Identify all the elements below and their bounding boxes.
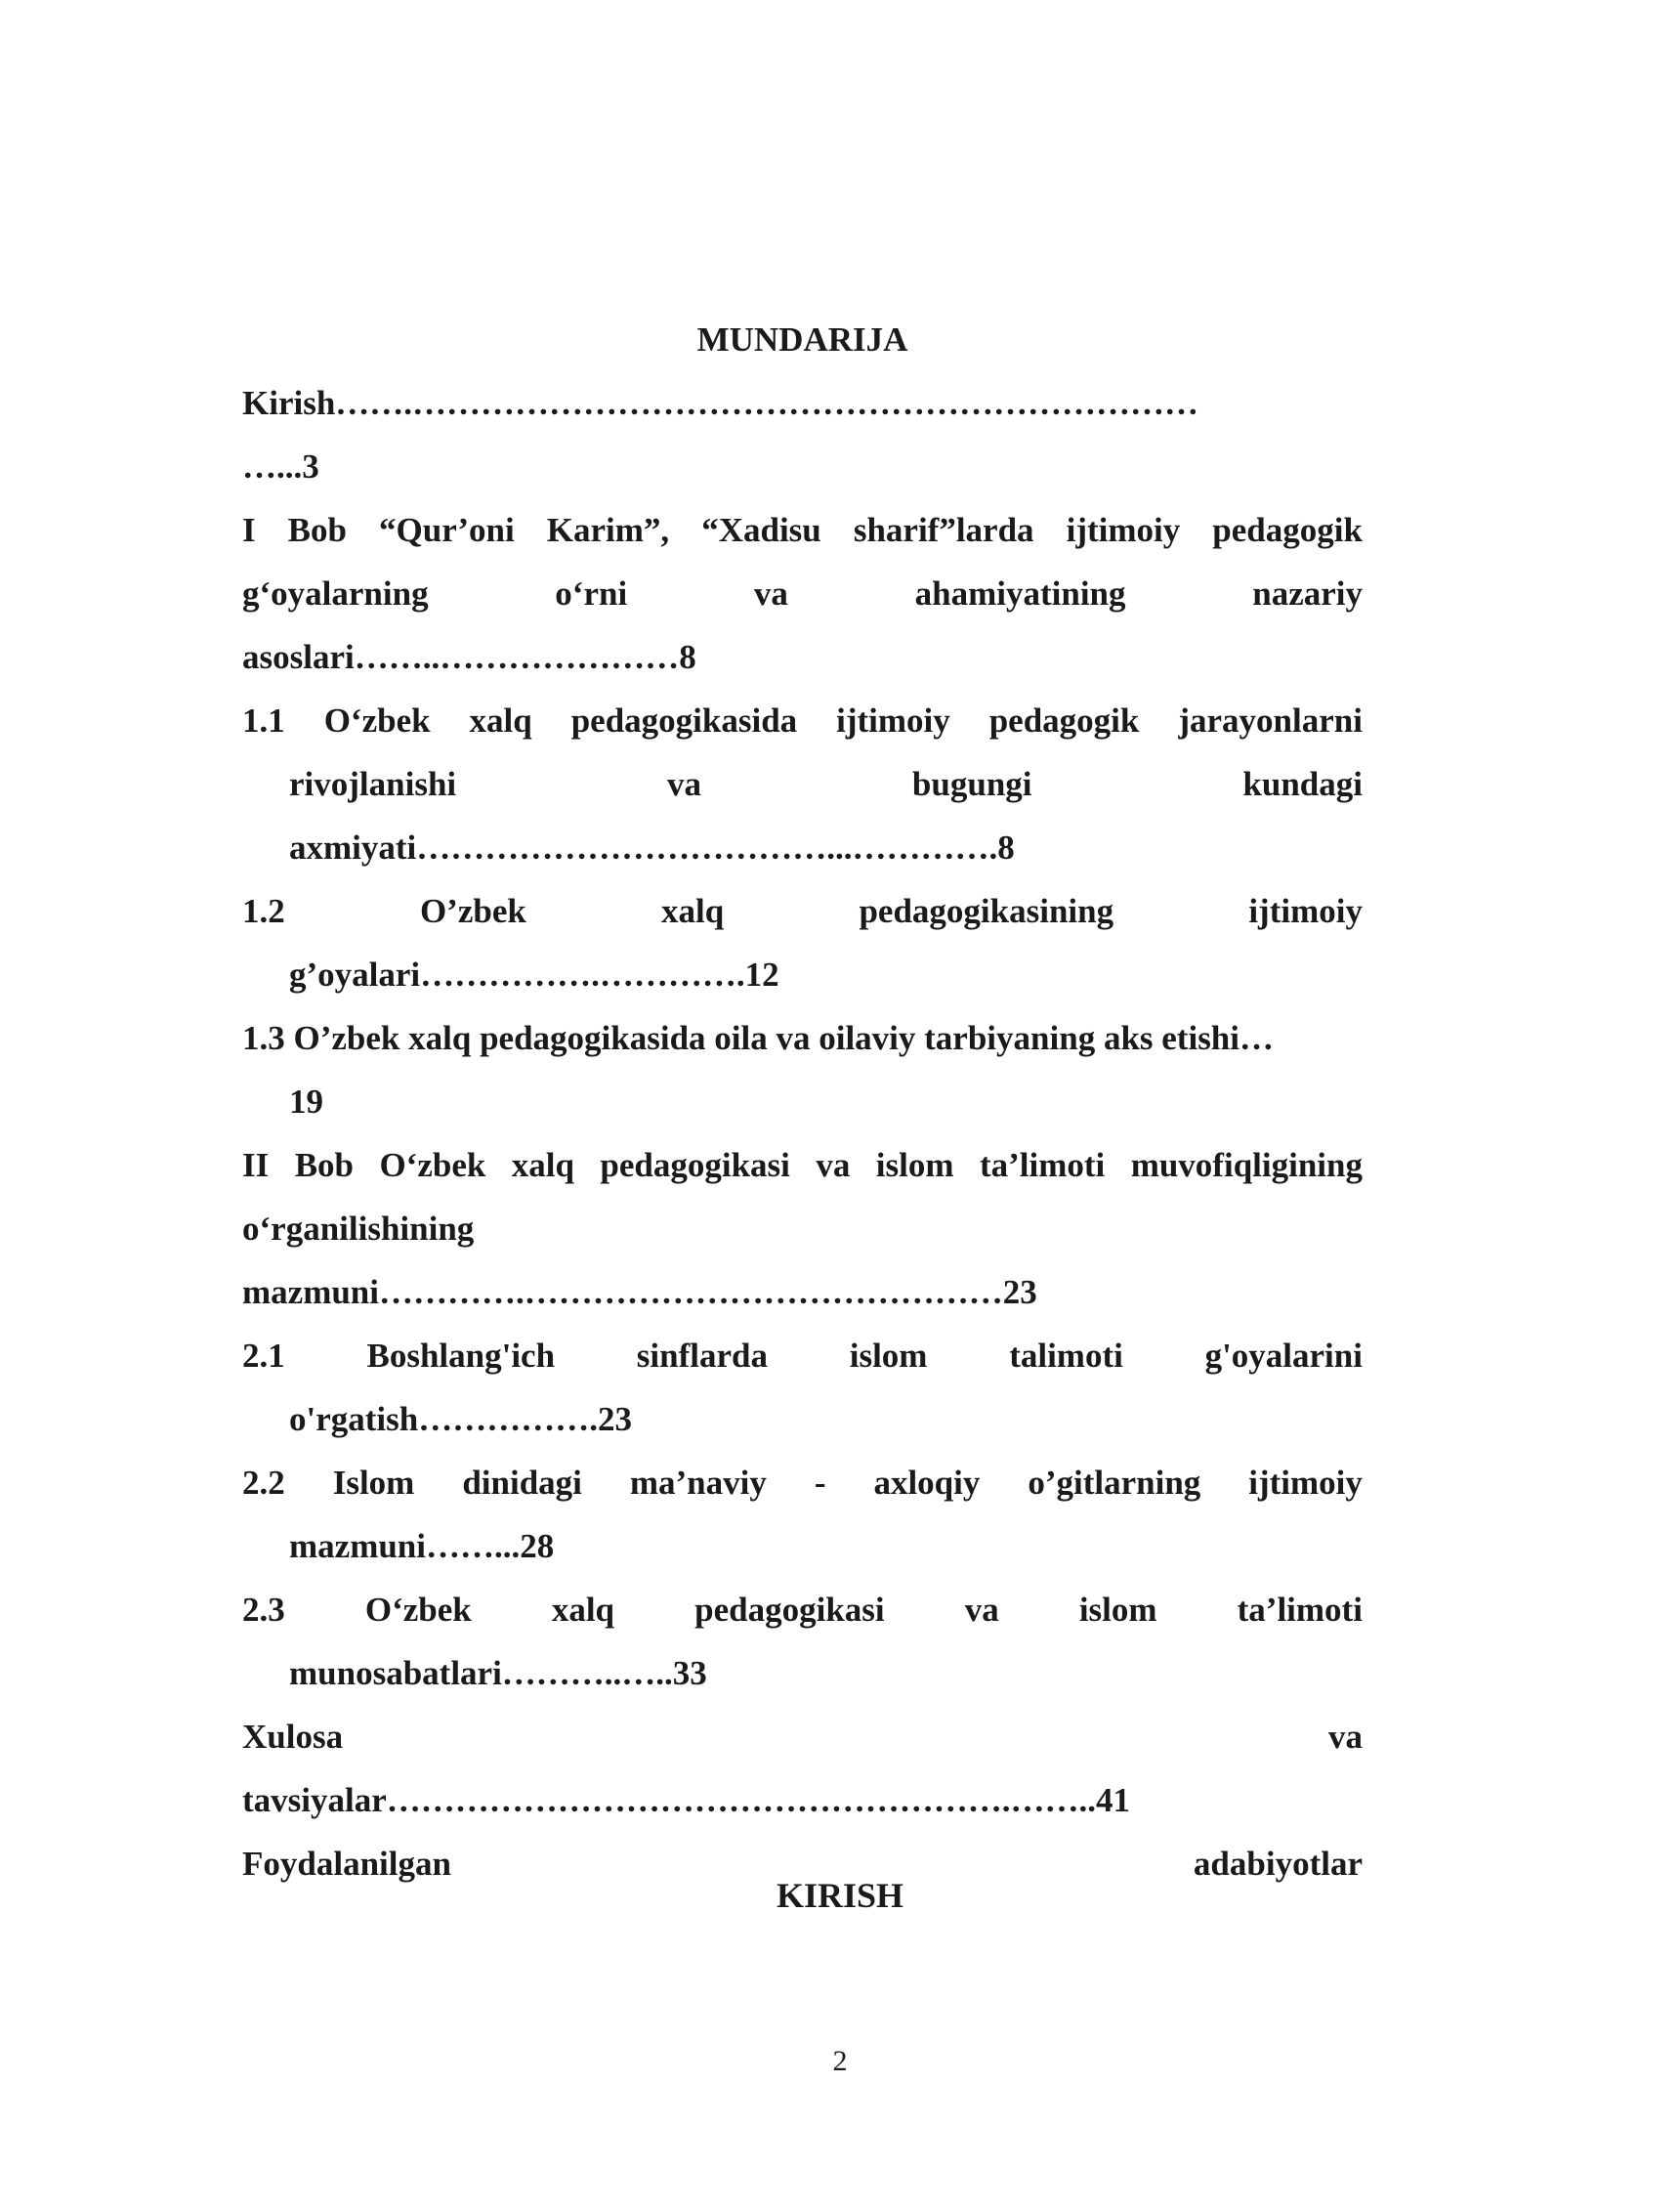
word: axloqiy xyxy=(873,1464,981,1502)
toc-entry-2-1-line2: o'rgatish…………….23 xyxy=(289,1400,632,1438)
toc-entry-1-1-line3: axmiyati………………………………...………….8 xyxy=(289,829,1015,867)
word: pedagogikasi xyxy=(600,1146,790,1184)
toc-entry-1-3-line2: 19 xyxy=(289,1083,323,1121)
toc-entry-xulosa-line2: tavsiyalar……………………………………………….……..41 xyxy=(242,1781,1131,1819)
toc-entry-2-2-line1 xyxy=(242,1451,1363,1514)
word: rivojlanishi xyxy=(289,765,457,803)
word: xalq xyxy=(551,1591,615,1629)
word: va xyxy=(1328,1718,1363,1756)
toc-entry-bob1-line1 xyxy=(242,498,1363,562)
word: 1.1 xyxy=(242,701,285,740)
word: sinflarda xyxy=(636,1337,768,1375)
word: sharif”larda xyxy=(853,511,1034,549)
section-heading-kirish: KIRISH xyxy=(776,1876,904,1915)
word: pedagogik xyxy=(988,701,1140,740)
word: ta’limoti xyxy=(979,1146,1106,1184)
word: Foydalanilgan xyxy=(242,1845,451,1883)
toc-entry-2-3-line1 xyxy=(242,1578,1363,1641)
word: xalq xyxy=(511,1146,574,1184)
word: O‘zbek xyxy=(323,701,431,740)
word: pedagogikasining xyxy=(859,892,1114,930)
word: islom xyxy=(849,1337,928,1375)
word: va xyxy=(816,1146,851,1184)
word: bugungi xyxy=(911,765,1032,803)
toc-entry-bob2-line1 xyxy=(242,1133,1363,1197)
toc-title: MUNDARIJA xyxy=(696,320,908,359)
word: Bob xyxy=(294,1146,354,1184)
word: pedagogikasida xyxy=(570,701,798,740)
word: pedagogikasi xyxy=(694,1591,885,1629)
word: nazariy xyxy=(1252,574,1363,613)
word: II xyxy=(242,1146,270,1184)
word: jarayonlarni xyxy=(1178,701,1363,740)
word: va xyxy=(753,574,788,613)
word: xalq xyxy=(661,892,725,930)
word: “Qur’oni xyxy=(379,511,515,549)
word: ma’naviy xyxy=(629,1464,767,1502)
word: va xyxy=(964,1591,999,1629)
word: Karim”, xyxy=(546,511,670,549)
word: xalq xyxy=(469,701,532,740)
word: adabiyotlar xyxy=(1193,1845,1363,1883)
word: pedagogik xyxy=(1212,511,1363,549)
word: g'oyalarini xyxy=(1204,1337,1363,1375)
table-of-contents xyxy=(242,308,1363,1883)
word: “Xadisu xyxy=(701,511,821,549)
word: va xyxy=(667,765,702,803)
toc-entry-kirish: Kirish…….…………………………………………………………… xyxy=(242,384,1199,422)
word: - xyxy=(814,1464,826,1502)
word: Boshlang'ich xyxy=(366,1337,556,1375)
toc-entry-xulosa-line1 xyxy=(242,1705,1363,1768)
word: Islom xyxy=(332,1464,415,1502)
word: ijtimoiy xyxy=(1248,892,1363,930)
word: 1.2 xyxy=(242,892,285,930)
toc-entry-bob2-line2: o‘rganilishining xyxy=(242,1210,475,1248)
word: ijtimoiy xyxy=(836,701,950,740)
word: O‘zbek xyxy=(379,1146,486,1184)
word: O’zbek xyxy=(419,892,526,930)
word: kundagi xyxy=(1242,765,1363,803)
word: ta’limoti xyxy=(1237,1591,1363,1629)
toc-entry-2-3-line2: munosabatlari………..…..33 xyxy=(289,1654,707,1692)
word: 2.3 xyxy=(242,1591,285,1629)
word: ijtimoiy xyxy=(1066,511,1181,549)
toc-entry-kirish-page: …...3 xyxy=(242,447,319,486)
toc-entry-1-2-line1 xyxy=(242,879,1363,943)
word: muvofiqligining xyxy=(1130,1146,1363,1184)
toc-entry-bob1-line2 xyxy=(242,562,1363,625)
word: g‘oyalarning xyxy=(242,574,429,613)
toc-entry-2-1-line1 xyxy=(242,1324,1363,1387)
word: o‘rni xyxy=(555,574,628,613)
toc-entry-1-1-line2 xyxy=(242,752,1363,816)
page-number: 2 xyxy=(832,2045,848,2077)
word: 2.2 xyxy=(242,1464,285,1502)
toc-entry-2-2-line2: mazmuni……...28 xyxy=(289,1527,555,1565)
word: islom xyxy=(875,1146,954,1184)
word: Bob xyxy=(287,511,347,549)
word: islom xyxy=(1078,1591,1157,1629)
word: talimoti xyxy=(1009,1337,1123,1375)
word: o’gitlarning xyxy=(1028,1464,1201,1502)
word: 2.1 xyxy=(242,1337,285,1375)
word: O‘zbek xyxy=(364,1591,472,1629)
word: ijtimoiy xyxy=(1248,1464,1363,1502)
toc-entry-1-1-line1 xyxy=(242,689,1363,752)
toc-entry-1-2-line2: g’oyalari…………….………….12 xyxy=(289,956,779,994)
word: dinidagi xyxy=(462,1464,582,1502)
word: I xyxy=(242,511,256,549)
toc-entry-bob2-line3: mazmuni………….……………………………………23 xyxy=(242,1273,1037,1311)
toc-entry-1-3-line1: 1.3 O’zbek xalq pedagogikasida oila va oilaviy tarbiyaning aks etishi… xyxy=(242,1019,1274,1057)
toc-entry-bob1-line3: asoslari……..…………………8 xyxy=(242,638,696,676)
word: Xulosa xyxy=(242,1718,344,1756)
word: ahamiyatining xyxy=(914,574,1126,613)
